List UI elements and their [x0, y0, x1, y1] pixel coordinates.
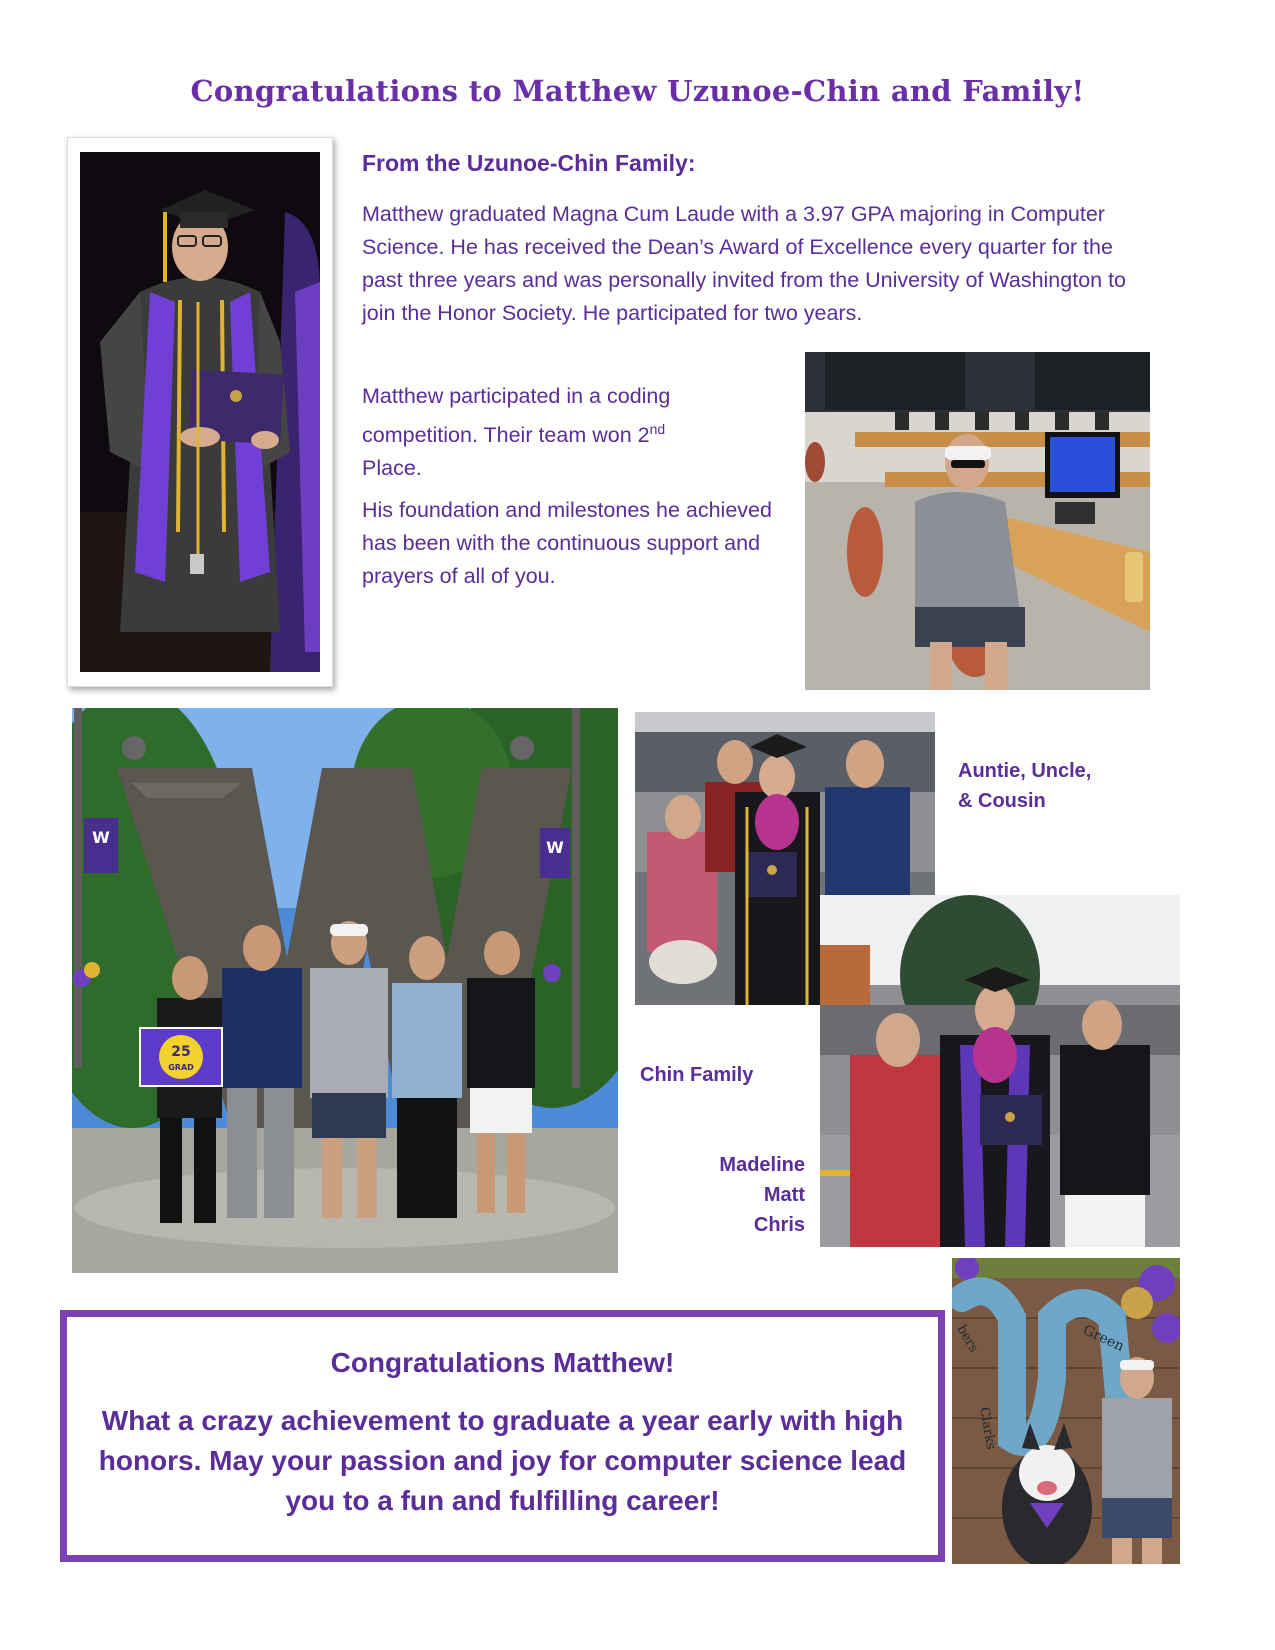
- computer-lab-photo: [805, 352, 1150, 690]
- graduation-portrait-frame: [67, 137, 333, 687]
- chin-family-photo: [820, 895, 1180, 1247]
- grad-sign-number: 25: [171, 1044, 191, 1060]
- name-chris: Chris: [753, 1214, 805, 1236]
- chin-family-caption: Chin Family: [640, 1064, 754, 1086]
- chin-family-names: [640, 1150, 805, 1240]
- congratulations-box: [60, 1310, 945, 1562]
- grad-sign-text: GRAD: [168, 1063, 194, 1072]
- auntie-uncle-cousin-caption: [958, 756, 1091, 816]
- husky-mascot-photo: [952, 1258, 1180, 1564]
- paragraph-2-line-3: Place.: [362, 456, 422, 481]
- paragraph-2-line-2: [362, 413, 762, 452]
- name-matt: Matt: [763, 1184, 805, 1206]
- congratulations-message: What a crazy achievement to graduate a year early with high honors. May your passion and joy for computer science lead you to a fun and fulfilling career!: [98, 1405, 907, 1516]
- mural-word-green: Green: [1080, 1322, 1127, 1355]
- left-banner-letter: W: [92, 828, 110, 847]
- paragraph-2-line-2-text: competition. Their team won 2: [362, 423, 650, 448]
- family-note-paragraph-2: [362, 380, 762, 485]
- family-note-paragraph-1: Matthew graduated Magna Cum Laude with a 3.97 GPA majoring in Computer Science. He has received the Dean’s Award of Excellence every quarter for the past three years and was personally invited from the University of Washington to join the Honor Society. He participated for two years.: [362, 202, 1127, 325]
- graduation-portrait-photo: [80, 152, 320, 672]
- family-note-heading: From the Uzunoe-Chin Family:: [362, 150, 696, 176]
- caption-line-2: & Cousin: [958, 790, 1046, 812]
- family-note-paragraph-3: His foundation and milestones he achieved has been with the continuous support and prayers of all of you.: [362, 498, 772, 588]
- paragraph-2-line-1: Matthew participated in a coding: [362, 384, 671, 408]
- mural-word-bers: bers: [953, 1322, 981, 1356]
- caption-line-1: Auntie, Uncle,: [958, 760, 1092, 782]
- congratulations-heading: Congratulations Matthew!: [330, 1347, 675, 1378]
- ordinal-suffix: nd: [649, 421, 666, 437]
- right-banner-letter: W: [546, 838, 564, 857]
- w-monument-family-photo: [72, 708, 618, 1273]
- name-madeline: Madeline: [719, 1154, 805, 1176]
- page-title: Congratulations to Matthew Uzunoe-Chin and Family!: [190, 74, 1085, 108]
- mural-word-clarks: Clarks: [976, 1406, 999, 1451]
